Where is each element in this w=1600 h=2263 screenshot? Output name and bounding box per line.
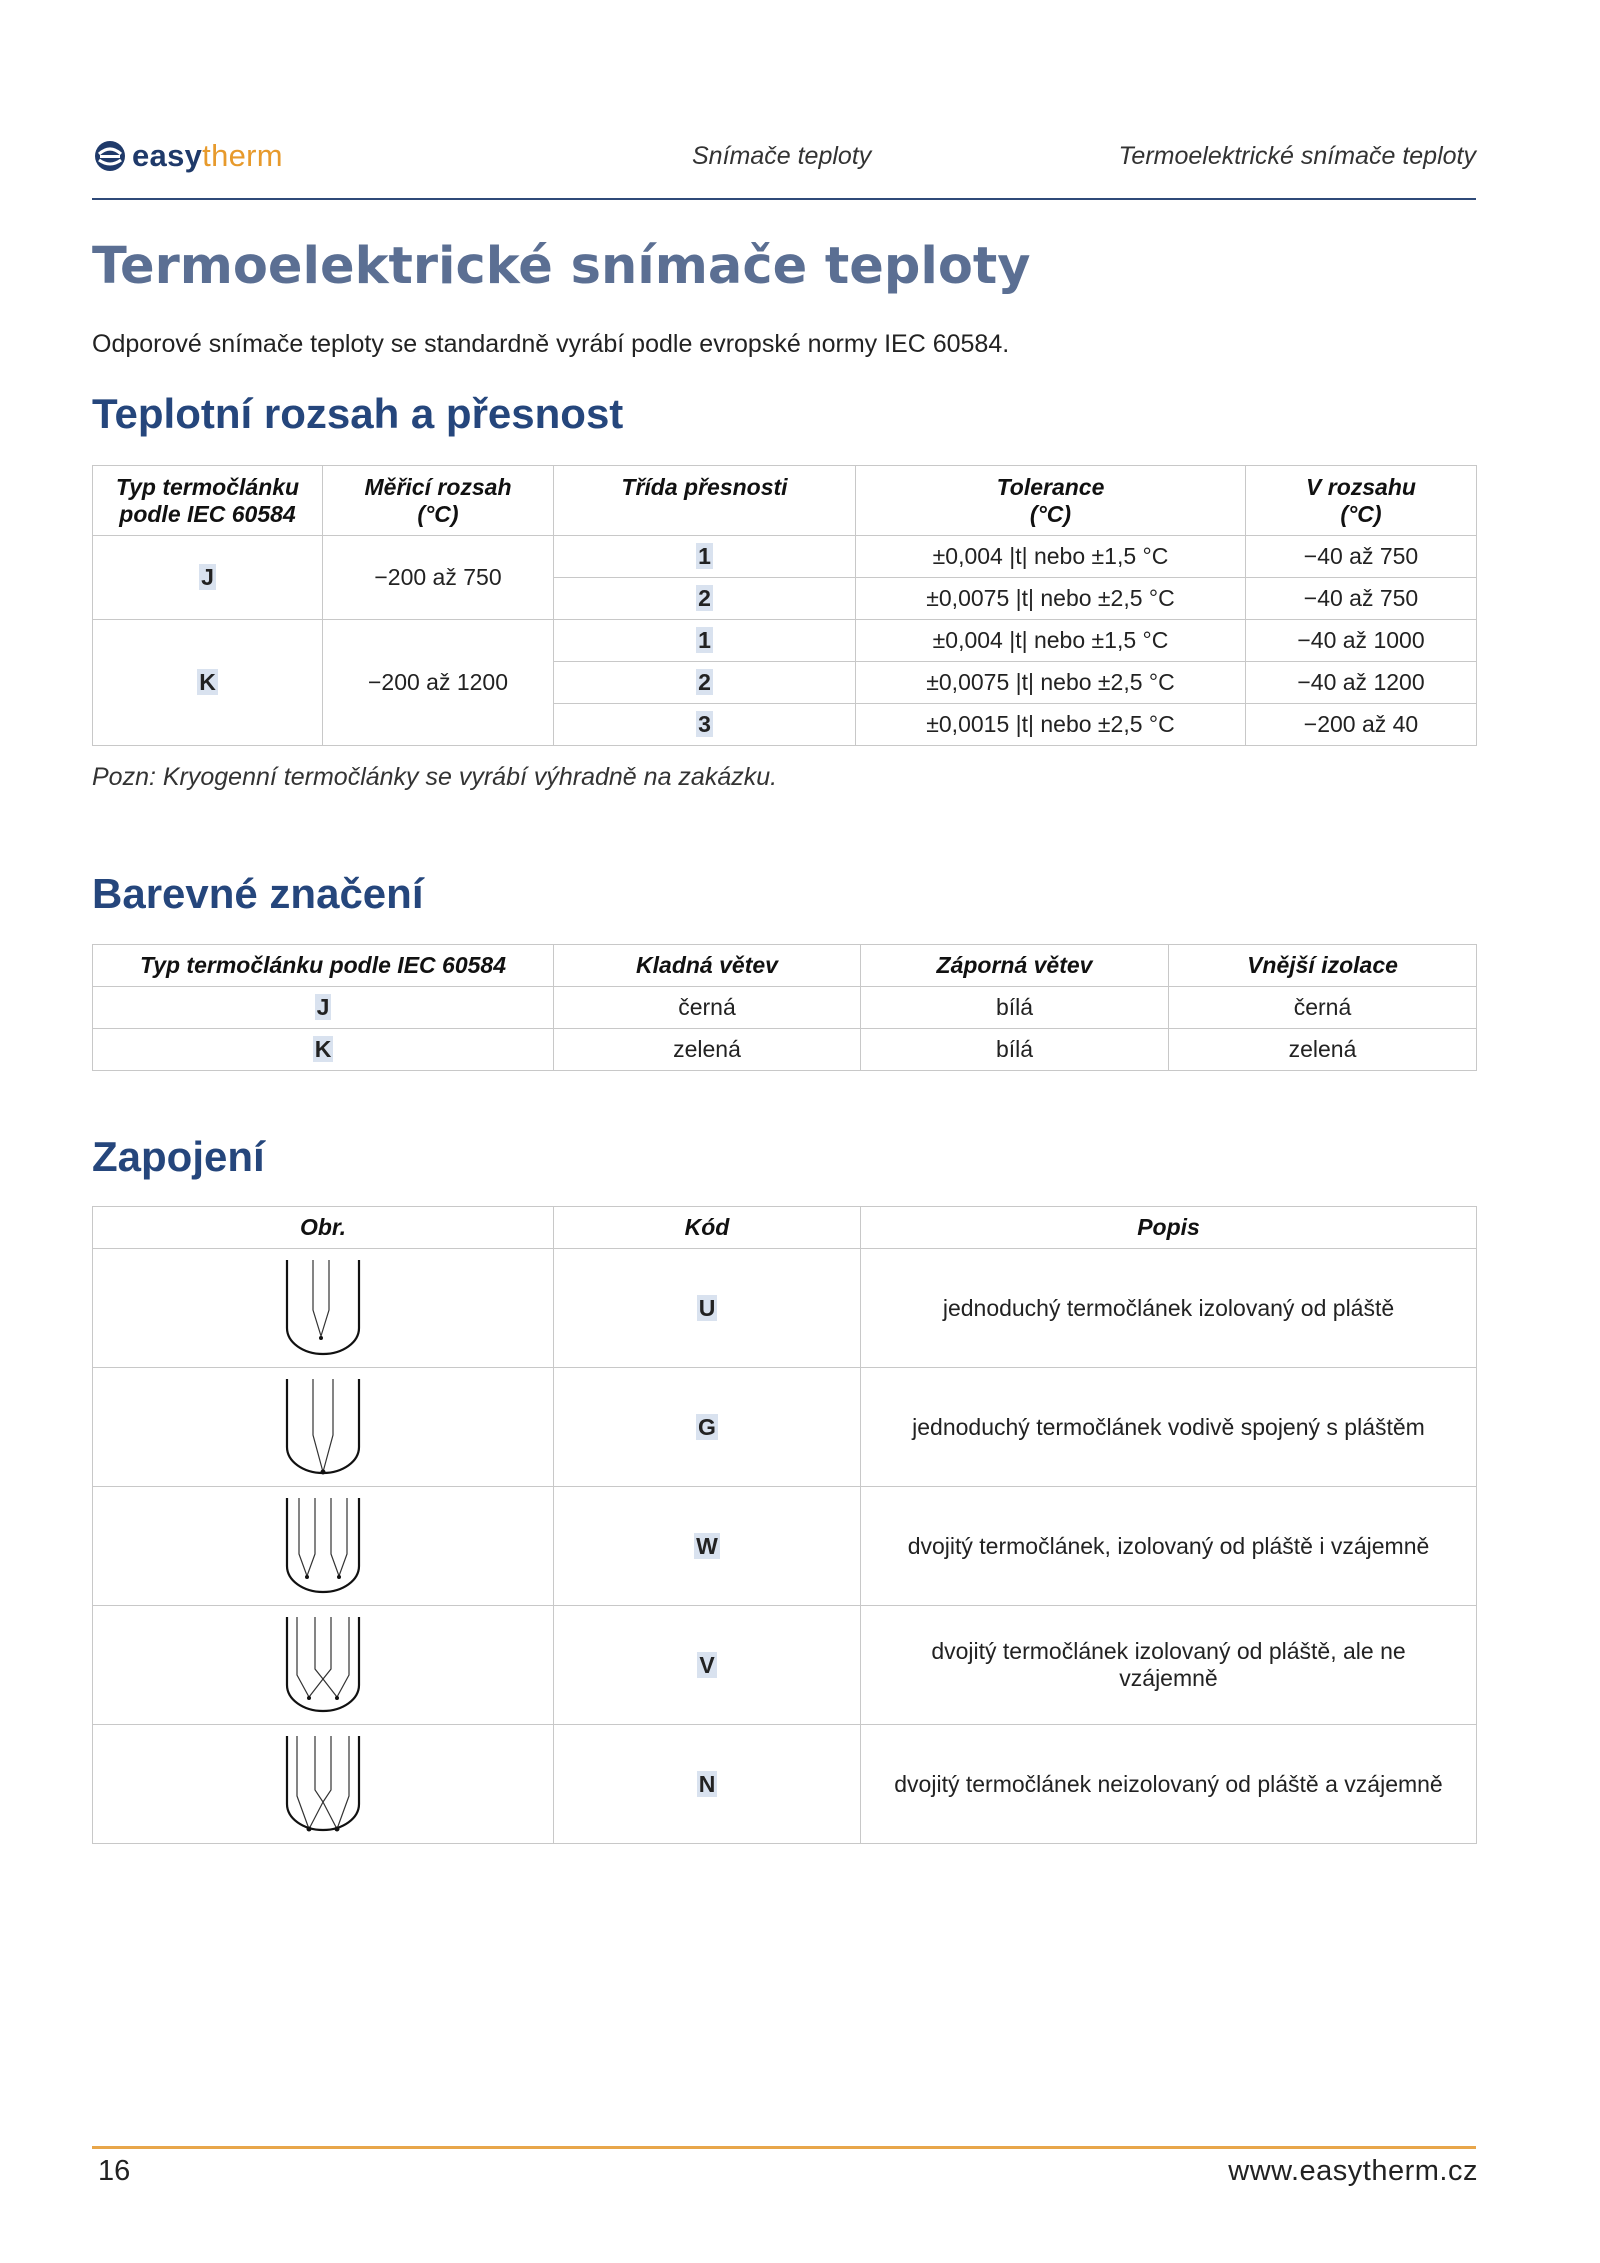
in-range-cell: −40 až 750 [1246, 536, 1477, 578]
tolerance-cell: ±0,0075 |t| nebo ±2,5 °C [856, 662, 1246, 704]
figure-cell [93, 1606, 554, 1725]
description-cell: jednoduchý termočlánek vodivě spojený s pláštěm [861, 1368, 1477, 1487]
type-cell: J [93, 536, 323, 620]
th-type: Typ termočlánku podle IEC 60584 [93, 466, 323, 536]
page-number: 16 [98, 2155, 131, 2187]
code-cell: N [554, 1725, 861, 1844]
page-title: Termoelektrické snímače teploty [92, 237, 1031, 296]
th-class: Třída přesnosti [554, 466, 856, 536]
th-range: Měřicí rozsah (°C) [323, 466, 554, 536]
class-cell: 1 [554, 536, 856, 578]
code-cell: U [554, 1249, 861, 1368]
positive-cell: černá [554, 987, 861, 1029]
th-positive: Kladná větev [554, 945, 861, 987]
wiring-table [92, 1206, 1477, 1844]
th-type: Typ termočlánku podle IEC 60584 [93, 945, 554, 987]
double-insulated-joined-junction-icon [281, 1613, 365, 1718]
description-cell: dvojitý termočlánek, izolovaný od pláště i vzájemně [861, 1487, 1477, 1606]
section-title-color-coding: Barevné značení [92, 870, 424, 917]
positive-cell: zelená [554, 1029, 861, 1071]
page-header [92, 130, 1476, 200]
table-header-row [93, 466, 1477, 536]
table-header-row [93, 945, 1477, 987]
negative-cell: bílá [861, 1029, 1169, 1071]
table-row [93, 1029, 1477, 1071]
in-range-cell: −40 až 1000 [1246, 620, 1477, 662]
easytherm-logo-icon [92, 138, 128, 174]
tolerance-cell: ±0,004 |t| nebo ±1,5 °C [856, 536, 1246, 578]
tolerance-cell: ±0,004 |t| nebo ±1,5 °C [856, 620, 1246, 662]
range-accuracy-table [92, 465, 1477, 746]
in-range-cell: −200 až 40 [1246, 704, 1477, 746]
th-description: Popis [861, 1207, 1477, 1249]
th-in-range: V rozsahu (°C) [1246, 466, 1477, 536]
in-range-cell: −40 až 1200 [1246, 662, 1477, 704]
intro-text: Odporové snímače teploty se standardně vyrábí podle evropské normy IEC 60584. [92, 330, 1010, 358]
description-cell: jednoduchý termočlánek izolovaný od pláště [861, 1249, 1477, 1368]
figure-cell [93, 1725, 554, 1844]
th-negative: Záporná větev [861, 945, 1169, 987]
logo [92, 138, 283, 174]
table-row [93, 536, 1477, 578]
tolerance-cell: ±0,0075 |t| nebo ±2,5 °C [856, 578, 1246, 620]
class-cell: 2 [554, 578, 856, 620]
double-insulated-separate-junction-icon [281, 1494, 365, 1599]
note-text: Pozn: Kryogenní termočlánky se vyrábí výhradně na zakázku. [92, 763, 778, 791]
section-title-wiring: Zapojení [92, 1133, 265, 1180]
figure-cell [93, 1368, 554, 1487]
footer-divider [92, 2146, 1476, 2149]
negative-cell: bílá [861, 987, 1169, 1029]
logo-easy-text: easy [132, 138, 203, 173]
color-coding-table [92, 944, 1477, 1071]
table-header-row [93, 1207, 1477, 1249]
single-grounded-junction-icon [281, 1375, 365, 1480]
header-right-text: Termoelektrické snímače teploty [1118, 142, 1476, 170]
double-grounded-junction-icon [281, 1732, 365, 1837]
class-cell: 1 [554, 620, 856, 662]
class-cell: 2 [554, 662, 856, 704]
website-link[interactable]: www.easytherm.cz [1228, 2155, 1478, 2187]
table-row [93, 1368, 1477, 1487]
table-row [93, 987, 1477, 1029]
th-code: Kód [554, 1207, 861, 1249]
range-cell: −200 až 1200 [323, 620, 554, 746]
table-row [93, 1725, 1477, 1844]
outer-cell: černá [1169, 987, 1477, 1029]
table-row [93, 1606, 1477, 1725]
single-insulated-junction-icon [281, 1256, 365, 1361]
table-row [93, 620, 1477, 662]
header-center-text: Snímače teploty [692, 142, 872, 170]
description-cell: dvojitý termočlánek neizolovaný od pláště a vzájemně [861, 1725, 1477, 1844]
type-cell: J [93, 987, 554, 1029]
section-title-range: Teplotní rozsah a přesnost [92, 390, 624, 437]
range-cell: −200 až 750 [323, 536, 554, 620]
type-cell: K [93, 1029, 554, 1071]
code-cell: G [554, 1368, 861, 1487]
in-range-cell: −40 až 750 [1246, 578, 1477, 620]
figure-cell [93, 1487, 554, 1606]
code-cell: V [554, 1606, 861, 1725]
outer-cell: zelená [1169, 1029, 1477, 1071]
tolerance-cell: ±0,0015 |t| nebo ±2,5 °C [856, 704, 1246, 746]
description-cell [861, 1606, 1477, 1725]
code-cell: W [554, 1487, 861, 1606]
th-outer: Vnější izolace [1169, 945, 1477, 987]
table-row [93, 1487, 1477, 1606]
th-figure: Obr. [93, 1207, 554, 1249]
description-text: dvojitý termočlánek izolovaný od pláště, ale ne vzájemně [931, 1638, 1406, 1691]
th-tolerance: Tolerance (°C) [856, 466, 1246, 536]
class-cell: 3 [554, 704, 856, 746]
table-row [93, 1249, 1477, 1368]
type-cell: K [93, 620, 323, 746]
logo-therm-text: therm [202, 138, 283, 173]
figure-cell [93, 1249, 554, 1368]
